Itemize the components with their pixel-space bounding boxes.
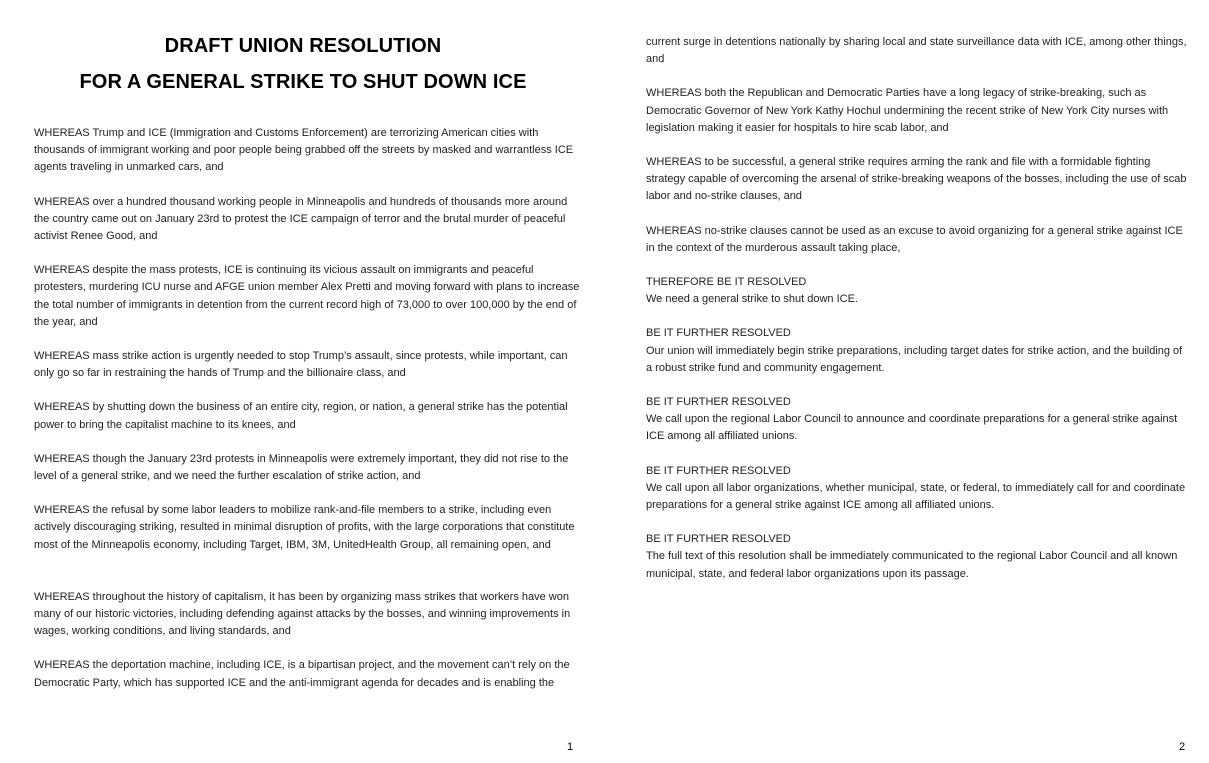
resolution-text: We need a general strike to shut down ICE. [646,293,858,306]
resolution-text: We call upon the regional Labor Council to announce and coordinate preparations for a general strike against ICE among all affiliated unions. [646,413,1178,443]
whereas-paragraph: WHEREAS over a hundred thousand working people in Minneapolis and hundreds of thousands more around the country came out on January 23rd to protest the ICE campaign of terror and the brutal murder of peaceful activist Renee Good, and [34,195,568,243]
whereas-paragraph: WHEREAS though the January 23rd protests in Minneapolis were extremely important, they did not rise to the level of a general strike, and we need the further escalation of strike action, and [34,452,569,483]
whereas-paragraph: WHEREAS no-strike clauses cannot be used as an excuse to avoid organizing for a general strike against ICE in the context of the murderous assault taking place, [646,224,1183,254]
resolution-heading: BE IT FURTHER RESOLVED [646,396,791,409]
page-1-body [34,125,580,709]
whereas-paragraph: WHEREAS by shutting down the business of an entire city, region, or nation, a general strike has the potential power to bring the capitalist machine to its knees, and [34,401,568,431]
whereas-paragraph: WHEREAS mass strike action is urgently needed to stop Trump’s assault, since protests, while important, can only go so far in restraining the hands of Trump and the billionaire class, and [34,350,568,380]
page-number: 2 [1179,741,1186,753]
whereas-paragraph: WHEREAS both the Republican and Democratic Parties have a long legacy of strike-breaking, such as Democratic Governor of New York Kathy Hochul undermining the recent strike of New York City nurses with legislation making it easier for hospitals to hire scab labor, and [646,87,1169,134]
resolution-block [646,325,1191,377]
resolution-heading: THEREFORE BE IT RESOLVED [646,276,807,289]
whereas-paragraph: WHEREAS the refusal by some labor leaders to mobilize rank-and-file members to a strike, including even actively discouraging striking, resulted in minimal disruption of profits, with the large corporations that constitute most of the Minneapolis economy, including Target, IBM, 3M, UnitedHealth Group, all remaining open, and [34,504,575,551]
resolution-heading: BE IT FURTHER RESOLVED [646,327,791,340]
whereas-paragraph: WHEREAS despite the mass protests, ICE is continuing its vicious assault on immigrants and peaceful protesters, murdering ICU nurse and AFGE union member Alex Pretti and moving forward with plans to increase the total number of immigrants in detention from the current record high of 73,000 to over 100,000 by the end of the year, and [34,264,580,328]
resolution-text: Our union will immediately begin strike preparations, including target dates for strike action, and the building of a robust strike fund and community engagement. [646,344,1183,374]
whereas-paragraph: WHEREAS Trump and ICE (Immigration and Customs Enforcement) are terrorizing American cities with thousands of immigrant working and poor people being grabbed off the streets by masked and warrantless ICE agents traveling in unmarked cars, and [34,127,574,174]
resolution-heading: BE IT FURTHER RESOLVED [646,464,791,477]
whereas-paragraph: WHEREAS throughout the history of capitalism, it has been by organizing mass strikes that workers have won many of our historic victories, including defending against attacks by the bosses, and winning improvements in wages, working conditions, and living standards, and [34,590,571,638]
document-title-line-1: DRAFT UNION RESOLUTION [164,35,442,57]
resolution-block [646,394,1191,446]
resolution-text: We call upon all labor organizations, whether municipal, state, or federal, to immediately call for and coordinate preparations for a general strike against ICE among all affiliated unions. [646,481,1186,512]
resolution-text: The full text of this resolution shall be immediately communicated to the regional Labor Council and all known municipal, state, and federal labor organizations upon its passage. [646,550,1178,580]
resolution-block [646,274,1191,308]
whereas-paragraph: current surge in detentions nationally by sharing local and state surveillance data with ICE, among other things, and [646,36,1187,66]
resolution-block [646,463,1191,515]
page-2 [605,0,1209,763]
whereas-paragraph: WHEREAS the deportation machine, including ICE, is a bipartisan project, and the movement can’t rely on the Democratic Party, which has supported ICE and the anti-immigrant agenda for decades and is enabling the [34,659,570,689]
page-2-body [646,34,1191,600]
page-number: 1 [567,741,574,753]
document-title-line-2: FOR A GENERAL STRIKE TO SHUT DOWN ICE [79,71,527,93]
resolution-heading: BE IT FURTHER RESOLVED [646,533,791,546]
whereas-paragraph: WHEREAS to be successful, a general strike requires arming the rank and file with a formidable fighting strategy capable of overcoming the arsenal of strike-breaking weapons of the bosses, including the use of scab labor and no-strike clauses, and [646,156,1187,203]
resolution-block [646,531,1191,583]
